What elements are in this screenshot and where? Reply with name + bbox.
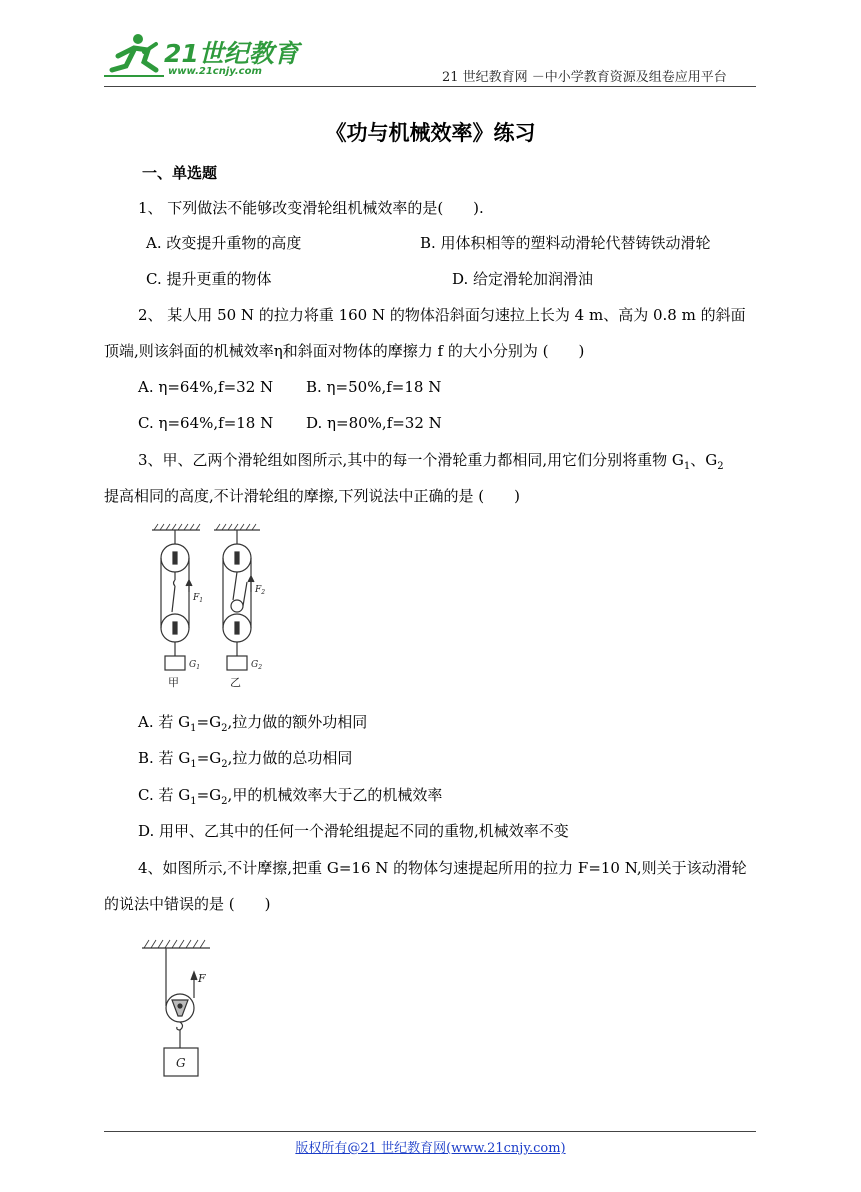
- question-3-option-b: B. 若 $G_1=G_2$,拉力做的总功相同: [138, 749, 353, 770]
- figure-label-f2: $F_2$: [255, 585, 266, 596]
- section-heading: 一、单选题: [142, 164, 218, 182]
- header-site-name: 21 世纪教育网 －中小学教育资源及组卷应用平台: [442, 70, 727, 85]
- question-1-option-b: B. 用体积相等的塑料动滑轮代替铸铁动滑轮: [420, 234, 711, 252]
- question-3-stem-line2: 提高相同的高度,不计滑轮组的摩擦,下列说法中正确的是 ( ): [104, 487, 521, 505]
- question-1-stem: 1、 下列做法不能够改变滑轮组机械效率的是( ).: [138, 199, 484, 217]
- figure-label-f: F: [198, 972, 206, 985]
- question-3-option-c: C. 若 $G_1=G_2$,甲的机械效率大于乙的机械效率: [138, 786, 443, 807]
- logo-url: www.21cnjy.com: [168, 66, 262, 77]
- question-2-option-d: D. η=80%,f=32 N: [306, 414, 442, 432]
- movable-pulley-figure: [140, 936, 220, 1084]
- question-3-option-a: A. 若 $G_1=G_2$,拉力做的额外功相同: [138, 713, 368, 734]
- question-2-option-b: B. η=50%,f=18 N: [306, 378, 442, 396]
- question-4-stem-line2: 的说法中错误的是 ( ): [104, 895, 271, 913]
- question-4-stem-line1: 4、如图所示,不计摩擦,把重 G=16 N 的物体匀速提起所用的拉力 F=10 N,则关于该动滑轮: [138, 859, 747, 877]
- figure-label-g2: $G_2$: [251, 660, 263, 671]
- question-1-option-a: A. 改变提升重物的高度: [146, 234, 302, 252]
- question-2-stem-line2: 顶端,则该斜面的机械效率η和斜面对物体的摩擦力 f 的大小分别为 ( ): [104, 342, 585, 360]
- question-2-stem-line1: 2、 某人用 50 N 的拉力将重 160 N 的物体沿斜面匀速拉上长为 4 m、高为 0.8 m 的斜面: [138, 306, 746, 324]
- page-title: 《功与机械效率》练习: [325, 121, 536, 145]
- figure-label-g: G: [176, 1056, 186, 1070]
- question-3-stem-line1: 3、甲、乙两个滑轮组如图所示,其中的每一个滑轮重力都相同,用它们分别将重物 $G_1$、$G_2$: [138, 451, 724, 472]
- figure-label-f1: $F_1$: [193, 593, 204, 604]
- question-2-option-a: A. η=64%,f=32 N: [138, 378, 274, 396]
- figure-caption-yi: 乙: [230, 676, 241, 689]
- question-1-option-c: C. 提升更重的物体: [146, 270, 272, 288]
- question-2-option-c: C. η=64%,f=18 N: [138, 414, 274, 432]
- figure-label-g1: $G_1$: [189, 660, 201, 671]
- logo-text: 21世纪教育: [164, 39, 299, 68]
- question-1-option-d: D. 给定滑轮加润滑油: [452, 270, 594, 288]
- header-divider: [104, 86, 756, 87]
- pulley-systems-figure: [148, 522, 278, 692]
- question-3-option-d: D. 用甲、乙其中的任何一个滑轮组提起不同的重物,机械效率不变: [138, 822, 569, 840]
- footer-copyright-link[interactable]: 版权所有@21 世纪教育网(www.21cnjy.com): [295, 1141, 566, 1156]
- footer-divider: [104, 1131, 756, 1132]
- figure-caption-jia: 甲: [168, 676, 179, 689]
